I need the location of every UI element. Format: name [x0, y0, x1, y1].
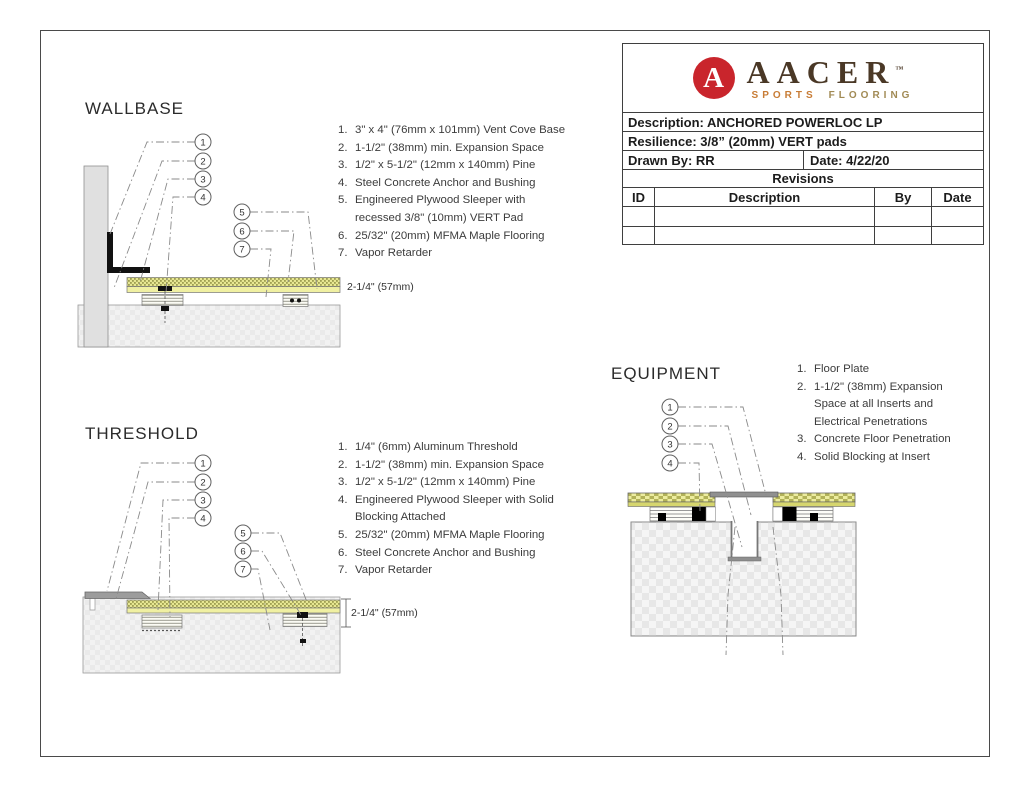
svg-text:3: 3 [667, 439, 673, 451]
wallbase-notes [338, 122, 578, 263]
vert-pad [297, 299, 301, 303]
list-item: 1-1/2" (38mm) min. Expansion Space [355, 141, 544, 154]
equipment-title: EQUIPMENT [611, 364, 722, 383]
callout-4 [195, 189, 211, 205]
pine-layer [628, 502, 715, 507]
callout-5 [235, 525, 251, 541]
solid-blocking [658, 513, 666, 521]
svg-text:7: 7 [240, 564, 246, 576]
callout-7 [234, 241, 250, 257]
maple-flooring-layer [127, 278, 340, 287]
threshold-notes [338, 439, 578, 580]
svg-text:1: 1 [200, 137, 206, 149]
list-item: 1/2" x 5-1/2" (12mm x 140mm) Pine [355, 159, 536, 172]
list-item: 1/2" x 5-1/2" (12mm x 140mm) Pine [355, 476, 536, 489]
drawn-by-cell: Drawn By: RR [623, 151, 804, 169]
callout-1 [662, 399, 678, 415]
svg-text:3: 3 [200, 174, 206, 186]
list-item: 1-1/2" (38mm) Expansion Space at all Inserts and Electrical Penetrations [814, 380, 943, 428]
leader-line [250, 231, 294, 282]
revisions-header-row: ID Description By Date [623, 187, 983, 206]
list-item: Steel Concrete Anchor and Bushing [355, 546, 536, 559]
callout-7 [235, 561, 251, 577]
wall [84, 166, 108, 347]
aacer-logo [623, 44, 983, 112]
svg-text:2: 2 [200, 477, 206, 489]
revisions-empty-row [623, 226, 983, 244]
leader-line [110, 142, 195, 234]
svg-text:5: 5 [239, 207, 245, 219]
leader-line [251, 533, 307, 602]
title-block [622, 43, 984, 245]
floor-plate [710, 492, 778, 497]
svg-text:1: 1 [667, 402, 673, 414]
leader-line [678, 407, 766, 495]
description-row: Description: ANCHORED POWERLOC LP [623, 112, 983, 131]
list-item: Concrete Floor Penetration [814, 433, 951, 446]
leader-line [107, 463, 195, 591]
revisions-empty-row [623, 206, 983, 226]
concrete-slab [78, 305, 340, 347]
callout-3 [662, 436, 678, 452]
list-item: Engineered Plywood Sleeper with recessed 3/8" (10mm) VERT Pad [355, 194, 526, 224]
vent-cove-base [107, 232, 150, 273]
sleeper [142, 295, 183, 306]
dimension-label: 2-1/4" (57mm) [351, 607, 418, 619]
dimension-label: 2-1/4" (57mm) [347, 281, 414, 293]
solid-blocking [783, 507, 797, 521]
svg-text:2: 2 [200, 156, 206, 168]
floor-penetration [732, 520, 758, 560]
leader-line [158, 500, 195, 610]
callout-2 [662, 418, 678, 434]
svg-text:7: 7 [239, 244, 245, 256]
svg-text:3: 3 [200, 495, 206, 507]
maple-flooring-layer [773, 493, 855, 502]
penetration-bottom [728, 557, 761, 561]
date-cell: Date: 4/22/20 [810, 152, 890, 168]
svg-text:6: 6 [240, 546, 246, 558]
list-item: Engineered Plywood Sleeper with Solid Blocking Attached [355, 493, 554, 524]
solid-blocking [692, 507, 706, 521]
expansion-space [716, 497, 773, 521]
svg-text:2: 2 [667, 421, 673, 433]
svg-text:4: 4 [200, 513, 206, 525]
drawnby-date-row [623, 150, 983, 169]
list-item: Floor Plate [814, 363, 870, 375]
svg-text:4: 4 [667, 458, 673, 470]
revisions-title-row: Revisions [623, 169, 983, 187]
callout-4 [195, 510, 211, 526]
aacer-a-icon: A [693, 57, 735, 99]
trademark-symbol: ™ [895, 63, 904, 73]
callout-1 [195, 455, 211, 471]
concrete-anchor [158, 286, 172, 291]
sleeper [142, 615, 182, 628]
slab-notch [90, 597, 95, 610]
callout-3 [195, 492, 211, 508]
resilience-row: Resilience: 3/8” (20mm) VERT pads [623, 131, 983, 150]
concrete-anchor [297, 612, 308, 618]
list-item: 25/32" (20mm) MFMA Maple Flooring [355, 528, 545, 541]
leader-line [116, 482, 195, 599]
threshold-title: THRESHOLD [85, 424, 199, 443]
list-item: Solid Blocking at Insert [814, 450, 930, 463]
svg-text:4: 4 [200, 192, 206, 204]
list-item: Vapor Retarder [355, 564, 433, 577]
sleeper [283, 295, 308, 307]
list-item: 1-1/2" (38mm) min. Expansion Space [355, 458, 544, 471]
pine-layer [127, 608, 340, 613]
svg-text:6: 6 [239, 226, 245, 238]
svg-text:5: 5 [240, 528, 246, 540]
callout-6 [235, 543, 251, 559]
list-item: 3" x 4" (76mm x 101mm) Vent Cove Base [355, 124, 566, 136]
callout-3 [195, 171, 211, 187]
maple-flooring-layer [127, 600, 340, 608]
equipment-notes [797, 361, 967, 467]
list-item: Vapor Retarder [355, 247, 433, 260]
wallbase-title: WALLBASE [85, 99, 185, 118]
anchor-bushing [161, 306, 169, 311]
list-item: Steel Concrete Anchor and Bushing [355, 176, 536, 189]
anchor-bushing [300, 639, 306, 643]
callout-4 [662, 455, 678, 471]
brand-tagline: SPORTS FLOORING [751, 89, 914, 101]
callout-5 [234, 204, 250, 220]
list-item: 1/4" (6mm) Aluminum Threshold [355, 441, 518, 453]
callout-6 [234, 223, 250, 239]
brand-name: AACER™ [746, 53, 904, 90]
callout-2 [195, 474, 211, 490]
solid-blocking [810, 513, 818, 521]
callout-1 [195, 134, 211, 150]
pine-layer [773, 502, 855, 507]
maple-flooring-layer [628, 493, 715, 502]
svg-text:1: 1 [200, 458, 206, 470]
vert-pad [290, 299, 294, 303]
callout-2 [195, 153, 211, 169]
list-item: 25/32" (20mm) MFMA Maple Flooring [355, 229, 545, 242]
